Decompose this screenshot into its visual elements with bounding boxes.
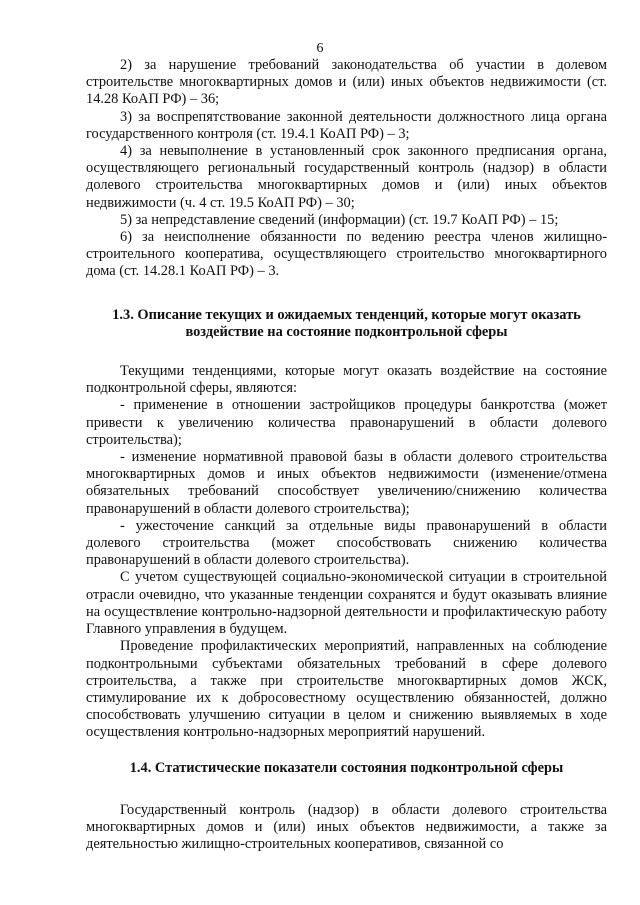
list-item: 5) за непредставление сведений (информации) (ст. 19.7 КоАП РФ) – 15; [120,211,559,228]
paragraph: - изменение нормативной правовой базы в области долевого строительства многоквартирных домов и иных объектов недвижимости (изменение/отмена обязательных требований способствует увеличению/снижению количества правонарушений в области долевого строительства); [86,449,607,517]
paragraph: - ужесточение санкций за отдельные виды правонарушений в области долевого строительства (может способствовать снижению количества правонарушений в области долевого строительства). [86,517,607,569]
list-item: 2) за нарушение требований законодательства об участии в долевом строительстве многоквартирных домов и (или) иных объектов недвижимости (ст. 14.28 КоАП РФ) – 36; [86,57,607,108]
section-1-4-body [86,802,607,854]
paragraph: С учетом существующей социально-экономической ситуации в строительной отрасли очевидно, что указанные тенденции сохранятся и будут оказывать влияние на осуществление контрольно-надзорной деятельности и профилактическую работу Главного управления в будущем. [86,569,607,638]
section-heading-1-3: 1.3. Описание текущих и ожидаемых тенденций, которые могут оказать воздействие на состояние подконтрольной сферы [112,306,581,340]
paragraph: - применение в отношении застройщиков процедуры банкротства (может привести к увеличению количества правонарушений в области долевого строительства); [86,397,607,448]
penalty-list [86,57,607,281]
section-heading-1-4: 1.4. Статистические показатели состояния подконтрольной сферы [129,759,564,776]
page-content [86,57,607,853]
list-item: 4) за невыполнение в установленный срок законного предписания органа, осуществляющего региональный государственный контроль (надзор) в области долевого строительства многоквартирных домов и (или) иных объектов недвижимости (ч. 4 ст. 19.5 КоАП РФ) – 30; [86,143,607,211]
paragraph: Проведение профилактических мероприятий, направленных на соблюдение подконтрольными субъектами обязательных требований в сфере долевого строительства, а также при строительстве многоквартирных домов ЖСК, стимулирование их к добросовестному осуществлению обязанностей, должно способствовать улучшению ситуации в целом и снижению выявляемых в ходе осуществления контрольно-надзорных мероприятий нарушений. [86,638,607,741]
paragraph: Текущими тенденциями, которые могут оказать воздействие на состояние подконтрольной сферы, являются: [86,363,607,397]
page-number: 6 [316,41,324,56]
paragraph: Государственный контроль (надзор) в области долевого строительства многоквартирных домов и (или) иных объектов недвижимости, а также за деятельностью жилищно-строительных кооперативов, связанной со [86,801,607,853]
list-item: 3) за воспрепятствование законной деятельности должностного лица органа государственного контроля (ст. 19.4.1 КоАП РФ) – 3; [86,108,607,142]
section-1-3-body [86,363,607,741]
list-item: 6) за неисполнение обязанности по ведению реестра членов жилищно-строительного кооператива, осуществляющего строительство многоквартирного дома (ст. 14.28.1 КоАП РФ) – 3. [86,229,607,280]
